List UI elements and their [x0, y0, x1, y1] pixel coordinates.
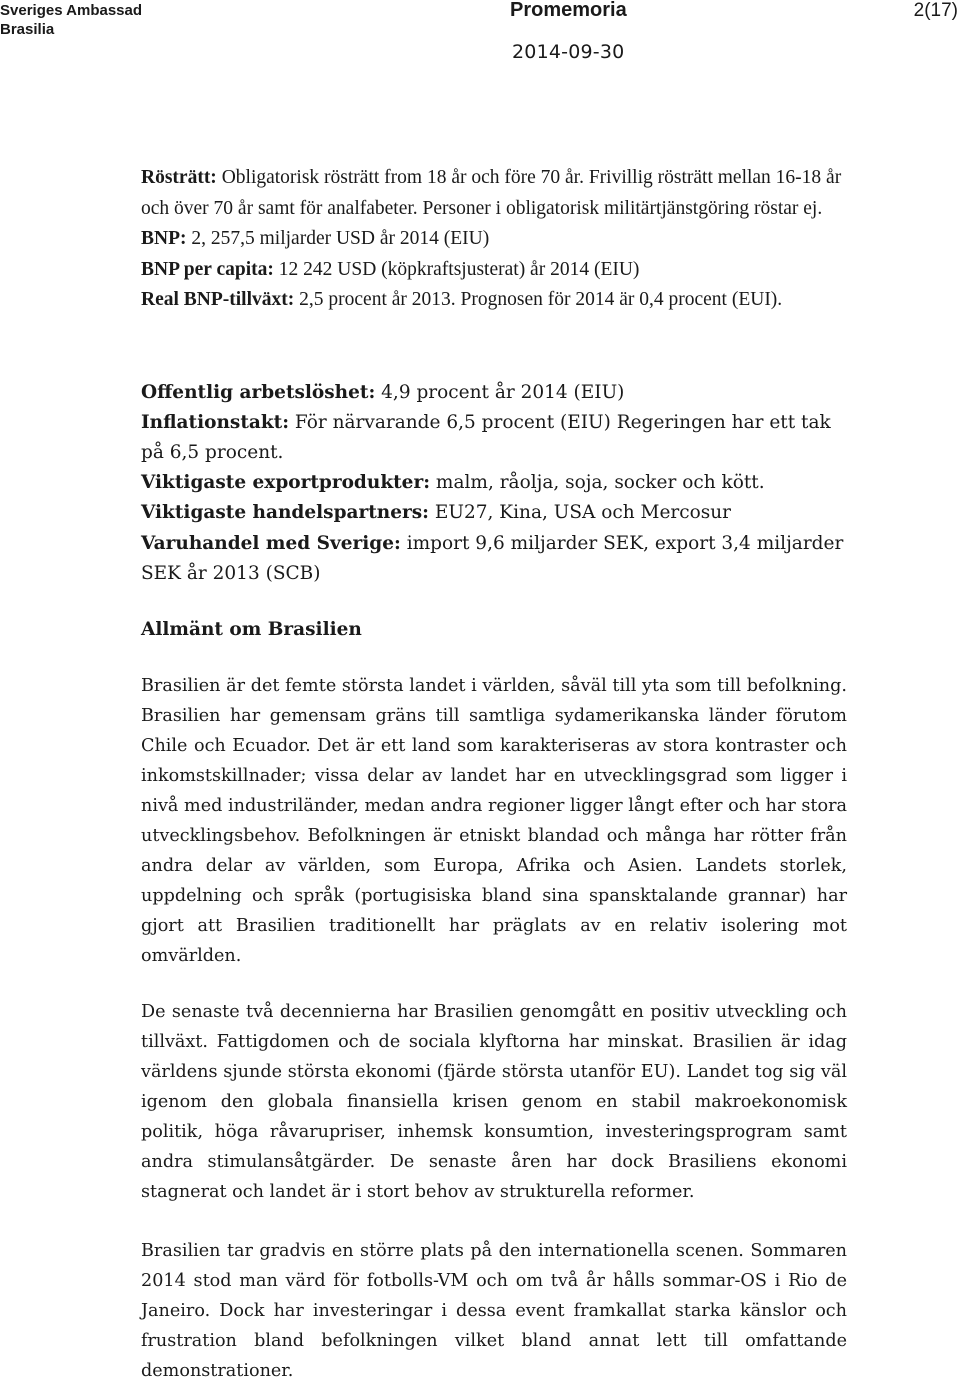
paragraph-text: De senaste två decennierna har Brasilien genomgått en positiv utveckling och tillväxt. Fattigdomen och de sociala klyftorna har minskat. Brasilien är idag världens sjunde största ekonomi (fjärde största utanför EU). Landet tog sig väl igenom den globala finansiella krisen genom en stabil makroekonomisk politik, höga råvarupriser, inhemsk konsumtion, investeringsprogram samt andra stimulansåtgärder. De senaste åren har dock Brasiliens ekonomi stagnerat och landet är i stort behov av strukturella reformer. [141, 1002, 847, 1202]
fact-value: import 9,6 miljarder SEK, export 3,4 miljarder SEK år 2013 (SCB) [141, 533, 844, 584]
fact-label: Varuhandel med Sverige: [141, 533, 401, 554]
body-paragraph [141, 997, 847, 1207]
body-paragraph [141, 1236, 847, 1386]
fact-value: 2, 257,5 miljarder USD år 2014 (EIU) [186, 228, 490, 249]
document-date: 2014-09-30 [512, 41, 625, 63]
fact-value: malm, råolja, soja, socker och kött. [430, 472, 765, 493]
document-type: Promemoria [510, 0, 627, 21]
key-facts-trade [141, 378, 847, 589]
fact-label: Offentlig arbetslöshet: [141, 382, 376, 403]
header-organization: Sveriges Ambassad [0, 2, 143, 19]
fact-voting-rights [141, 163, 847, 224]
fact-gdp-per-capita [141, 255, 847, 286]
key-facts-economy [141, 163, 847, 316]
fact-gdp [141, 224, 847, 255]
fact-label: Viktigaste exportprodukter: [141, 472, 431, 493]
fact-trade-partners [141, 498, 847, 528]
fact-label: Viktigaste handelspartners: [141, 502, 430, 523]
fact-value: För närvarande 6,5 procent (EIU) Regeringen har ett tak på 6,5 procent. [141, 412, 831, 463]
fact-value: Obligatorisk rösträtt from 18 år och före 70 år. Frivillig rösträtt mellan 16-18 år och över 70 år samt för analfabeter. Personer i obligatorisk militärtjänstgöring röstar ej. [141, 167, 842, 219]
fact-label: BNP per capita: [141, 258, 274, 280]
fact-value: 12 242 USD (köpkraftsjusterat) år 2014 (EIU) [273, 258, 640, 280]
section-heading: Allmänt om Brasilien [141, 619, 362, 640]
fact-export-products [141, 468, 847, 498]
fact-value: 4,9 procent år 2014 (EIU) [375, 382, 625, 403]
fact-value: EU27, Kina, USA och Mercosur [429, 502, 732, 523]
body-paragraph [141, 671, 847, 971]
header-city: Brasilia [0, 21, 55, 38]
fact-unemployment [141, 378, 847, 408]
fact-real-gdp-growth [141, 285, 847, 316]
fact-label: Real BNP-tillväxt: [141, 289, 295, 310]
page-number: 2(17) [913, 0, 958, 21]
fact-value: 2,5 procent år 2013. Prognosen för 2014 är 0,4 procent (EUI). [294, 289, 783, 310]
fact-label: Inflationstakt: [141, 412, 290, 433]
fact-label: BNP: [141, 228, 187, 249]
paragraph-text: Brasilien är det femte största landet i världen, såväl till yta som till befolkning. Brasilien har gemensam gräns till samtliga sydamerikanska länder förutom Chile och Ecuador. Det är ett land som karakteriseras av stora kontraster och inkomstskillnader; vissa delar av landet har en utvecklingsgrad som ligger i nivå med industriländer, medan andra regioner ligger långt efter och har stora utvecklingsbehov. Befolkningen är etniskt blandad och många har rötter från andra delar av världen, som Europa, Afrika och Asien. Landets storlek, uppdelning och språk (portugisiska bland sina spansktalande grannar) har gjort att Brasilien traditionellt har präglats av en relativ isolering mot omvärlden. [141, 676, 847, 966]
fact-inflation [141, 408, 847, 468]
fact-label: Rösträtt: [141, 167, 217, 188]
fact-trade-with-sweden [141, 529, 847, 589]
paragraph-text: Brasilien tar gradvis en större plats på den internationella scenen. Sommaren 2014 stod man värd för fotbolls-VM och om två år hålls sommar-OS i Rio de Janeiro. Dock har investeringar i dessa event framkallat starka känslor och frustration bland befolkningen vilket bland annat lett till omfattande demonstrationer. [141, 1241, 847, 1381]
